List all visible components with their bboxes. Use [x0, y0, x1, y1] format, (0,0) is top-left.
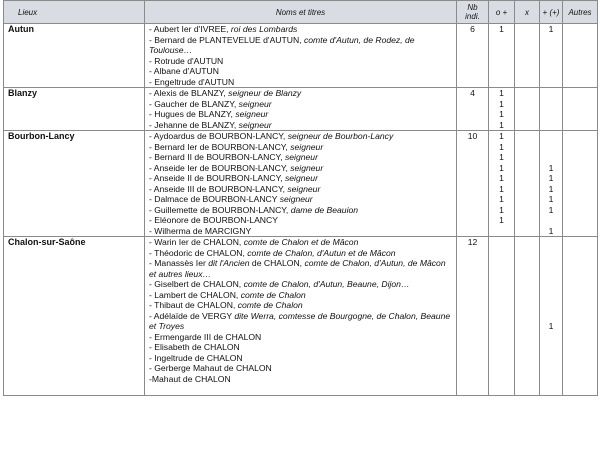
o-cell — [489, 237, 515, 396]
person-name: - Théodoric de CHALON, — [149, 247, 245, 258]
o-flag: 1 — [499, 98, 504, 109]
plus-flag — [544, 353, 558, 364]
person-name: - Wilherma de MARCIGNY — [149, 225, 252, 236]
person-entry — [149, 120, 452, 131]
person-entry — [149, 300, 452, 311]
plus-flag — [544, 56, 558, 67]
plus-flag — [544, 248, 558, 259]
o-flag — [493, 363, 510, 374]
person-title: comte d'Autun, de Rodez, de Toulouse… — [149, 34, 415, 55]
o-flag — [493, 77, 510, 88]
person-entry — [149, 131, 452, 142]
person-name: - Eléonore de BOURBON-LANCY — [149, 215, 278, 225]
plus-flag — [544, 279, 558, 300]
table-row — [4, 24, 598, 88]
person-name: - Bernard II de BOURBON-LANCY, — [149, 152, 283, 162]
place-name: Bourbon-Lancy — [4, 131, 145, 237]
plus-flag — [544, 131, 558, 142]
person-title: comte de Chalon — [237, 300, 303, 310]
person-title: seigneur — [287, 183, 321, 194]
x-cell — [515, 88, 540, 131]
o-flag — [493, 35, 510, 56]
plus-flag — [544, 88, 558, 99]
plus-cell — [540, 131, 563, 237]
x-cell — [515, 131, 540, 237]
person-name: - Aydoardus de BOURBON-LANCY, — [149, 131, 286, 141]
person-title: comte de Chalon, d'Autun, Beaune, Dijon… — [243, 279, 410, 289]
plus-flag — [544, 142, 558, 153]
person-entry — [149, 88, 452, 99]
o-flag — [493, 353, 510, 364]
person-name: - Ingeltrude de CHALON — [149, 352, 243, 363]
autres-cell — [563, 24, 598, 88]
o-flag: 1 — [499, 173, 504, 183]
person-name: - Alexis de BLANZY, — [149, 88, 226, 98]
plus-flag: 1 — [548, 162, 554, 173]
person-name: - Warin Ier de CHALON, — [149, 237, 242, 247]
person-entry — [149, 35, 452, 56]
person-name: - Engeltrude d'AUTUN — [149, 76, 235, 87]
plus-flag: 1 — [548, 194, 554, 204]
o-flag — [493, 374, 510, 385]
plus-flag — [544, 66, 558, 77]
person-title: seigneur — [279, 194, 313, 204]
person-name: - Adélaïde de VERGY — [149, 310, 232, 321]
o-flag: 1 — [499, 194, 504, 204]
table-body — [4, 24, 598, 396]
o-flag: 1 — [499, 152, 504, 162]
place-name: Chalon-sur-Saône — [4, 237, 145, 396]
plus-flag: 1 — [548, 24, 554, 34]
person-name: - Bernard Ier de BOURBON-LANCY, — [149, 141, 288, 152]
names-cell — [145, 24, 457, 88]
person-name: - Rotrude d'AUTUN — [149, 55, 224, 66]
person-entry — [149, 226, 452, 237]
table-row — [4, 237, 598, 396]
person-name: - Jehanne de BLANZY, — [149, 119, 237, 130]
person-entry — [149, 205, 452, 216]
names-cell — [145, 131, 457, 237]
plus-flag — [544, 215, 558, 226]
o-flag: 1 — [499, 141, 504, 152]
person-entry — [149, 332, 452, 343]
o-flag — [493, 342, 510, 353]
person-entry — [149, 258, 452, 279]
count-cell: 12 — [457, 237, 489, 396]
o-flag — [493, 300, 510, 311]
o-flag — [493, 248, 510, 259]
person-entry — [149, 248, 452, 259]
o-flag — [493, 237, 510, 248]
o-flag: 1 — [499, 204, 504, 215]
person-entry — [149, 353, 452, 364]
o-cell — [489, 24, 515, 88]
person-title: dit l'Ancien — [208, 258, 250, 268]
person-entry — [149, 374, 452, 385]
person-name: - Anseide Ier de BOURBON-LANCY, — [149, 162, 288, 173]
plus-flag — [544, 109, 558, 120]
person-title-cont: comte de Chalon, d'Autun, de Mâcon et autres lieux… — [149, 258, 446, 279]
header-nb: Nb indi. — [457, 1, 489, 24]
person-name: -Mahaut de CHALON — [149, 373, 231, 384]
names-cell — [145, 237, 457, 396]
plus-flag — [544, 35, 558, 56]
person-name: - Bernard de PLANTEVELUE d'AUTUN, — [149, 34, 302, 45]
person-entry — [149, 279, 452, 290]
plus-flag — [544, 120, 558, 131]
person-title: comte de Chalon, d'Autun et de Mâcon — [247, 247, 396, 258]
plus-flag: 1 — [548, 321, 554, 331]
autres-cell — [563, 131, 598, 237]
person-entry — [149, 66, 452, 77]
o-flag: 1 — [499, 215, 504, 225]
place-name: Blanzy — [4, 88, 145, 131]
names-cell — [145, 88, 457, 131]
o-flag: 1 — [499, 131, 504, 141]
person-title: roi des Lombards — [230, 24, 298, 34]
plus-cell — [540, 88, 563, 131]
person-name: - Anseide III de BOURBON-LANCY, — [149, 183, 285, 194]
o-flag — [493, 66, 510, 77]
person-entry — [149, 237, 452, 248]
o-flag — [493, 226, 510, 237]
o-flag — [493, 279, 510, 300]
person-title: seigneur — [284, 173, 318, 183]
person-name: - Gerberge Mahaut de CHALON — [149, 363, 272, 373]
header-row — [4, 1, 598, 24]
person-name: - Dalmace de BOURBON-LANCY — [149, 194, 278, 204]
person-name: - Albane d'AUTUN — [149, 66, 219, 76]
o-flag — [493, 56, 510, 67]
plus-flag: 1 — [548, 225, 554, 236]
header-x: x — [515, 1, 540, 24]
o-flag: 1 — [499, 183, 504, 194]
person-name: - Aubert Ier d'IVREE, — [149, 24, 229, 34]
o-cell — [489, 88, 515, 131]
plus-flag — [544, 152, 558, 163]
person-name: - Elisabeth de CHALON — [149, 342, 240, 352]
count-cell: 6 — [457, 24, 489, 88]
header-o: o + — [489, 1, 515, 24]
person-title: comte de Chalon et de Mâcon — [243, 237, 359, 247]
plus-flag — [544, 363, 558, 374]
plus-flag: 1 — [548, 183, 554, 194]
person-title: dite Werra, — [234, 310, 277, 321]
person-title-cont: comtesse de Bourgogne, de Chalon, Beaune et Troyes — [149, 310, 451, 331]
table-row — [4, 88, 598, 131]
person-name: - Thibaut de CHALON, — [149, 300, 236, 310]
o-flag — [493, 321, 510, 342]
o-flag: 1 — [499, 162, 504, 173]
person-title: seigneur de Bourbon-Lancy — [287, 131, 394, 141]
o-flag: 1 — [499, 24, 504, 34]
header-autres: Autres — [563, 1, 598, 24]
person-name: - Ermengarde III de CHALON — [149, 331, 262, 342]
person-entry — [149, 99, 452, 110]
header-noms: Noms et titres — [145, 1, 457, 24]
person-title: comte de Chalon — [240, 289, 306, 300]
person-title: seigneur — [284, 152, 318, 162]
person-title: seigneur de Blanzy — [228, 88, 302, 98]
count-cell: 4 — [457, 88, 489, 131]
person-entry — [149, 194, 452, 205]
person-title: seigneur — [238, 119, 272, 130]
person-name: - Guillemette de BOURBON-LANCY, — [149, 204, 289, 215]
plus-flag — [544, 77, 558, 88]
plus-flag: 1 — [548, 204, 554, 215]
place-name: Autun — [4, 24, 145, 88]
person-entry — [149, 363, 452, 374]
person-entry — [149, 142, 452, 153]
plus-flag — [544, 99, 558, 110]
person-entry — [149, 77, 452, 88]
plus-flag — [544, 300, 558, 311]
person-entry — [149, 109, 452, 120]
autres-cell — [563, 237, 598, 396]
person-entry — [149, 290, 452, 301]
person-entry — [149, 311, 452, 332]
person-title: seigneur — [238, 98, 272, 109]
person-name: - Manassès Ier — [149, 258, 206, 268]
table-row — [4, 131, 598, 237]
header-plus: + (+) — [540, 1, 563, 24]
person-name: - Gaucher de BLANZY, — [149, 98, 237, 109]
person-entry — [149, 56, 452, 67]
plus-flag — [544, 374, 558, 385]
person-entry — [149, 342, 452, 353]
plus-flag — [544, 342, 558, 353]
person-name: - Lambert de CHALON, — [149, 289, 239, 300]
o-flag: 1 — [499, 119, 504, 130]
person-name-cont: de CHALON, — [251, 258, 303, 268]
x-cell — [515, 237, 540, 396]
person-title: seigneur — [290, 141, 324, 152]
plus-flag: 1 — [548, 173, 554, 183]
plus-flag — [544, 384, 558, 395]
person-entry — [149, 152, 452, 163]
person-entry — [149, 184, 452, 195]
person-entry — [149, 173, 452, 184]
person-name: - Hugues de BLANZY, — [149, 109, 233, 119]
o-cell — [489, 131, 515, 237]
person-entry — [149, 163, 452, 174]
plus-cell — [540, 237, 563, 396]
o-flag: 1 — [499, 109, 504, 119]
person-name: - Anseide II de BOURBON-LANCY, — [149, 173, 283, 183]
person-title: dame de Beauion — [290, 204, 359, 215]
plus-flag — [544, 311, 558, 322]
person-entry — [149, 215, 452, 226]
o-flag — [493, 311, 510, 322]
genealogy-table — [3, 0, 598, 396]
header-lieux: Lieux — [4, 1, 145, 24]
x-cell — [515, 24, 540, 88]
count-cell: 10 — [457, 131, 489, 237]
autres-cell — [563, 88, 598, 131]
plus-flag — [544, 237, 558, 248]
person-name: - Giselbert de CHALON, — [149, 279, 242, 289]
o-flag: 1 — [499, 88, 504, 98]
person-title: seigneur — [235, 109, 269, 119]
plus-flag — [544, 258, 558, 279]
o-flag — [493, 384, 510, 395]
person-title: seigneur — [290, 162, 324, 173]
o-flag — [493, 258, 510, 279]
plus-cell — [540, 24, 563, 88]
person-entry — [149, 24, 452, 35]
